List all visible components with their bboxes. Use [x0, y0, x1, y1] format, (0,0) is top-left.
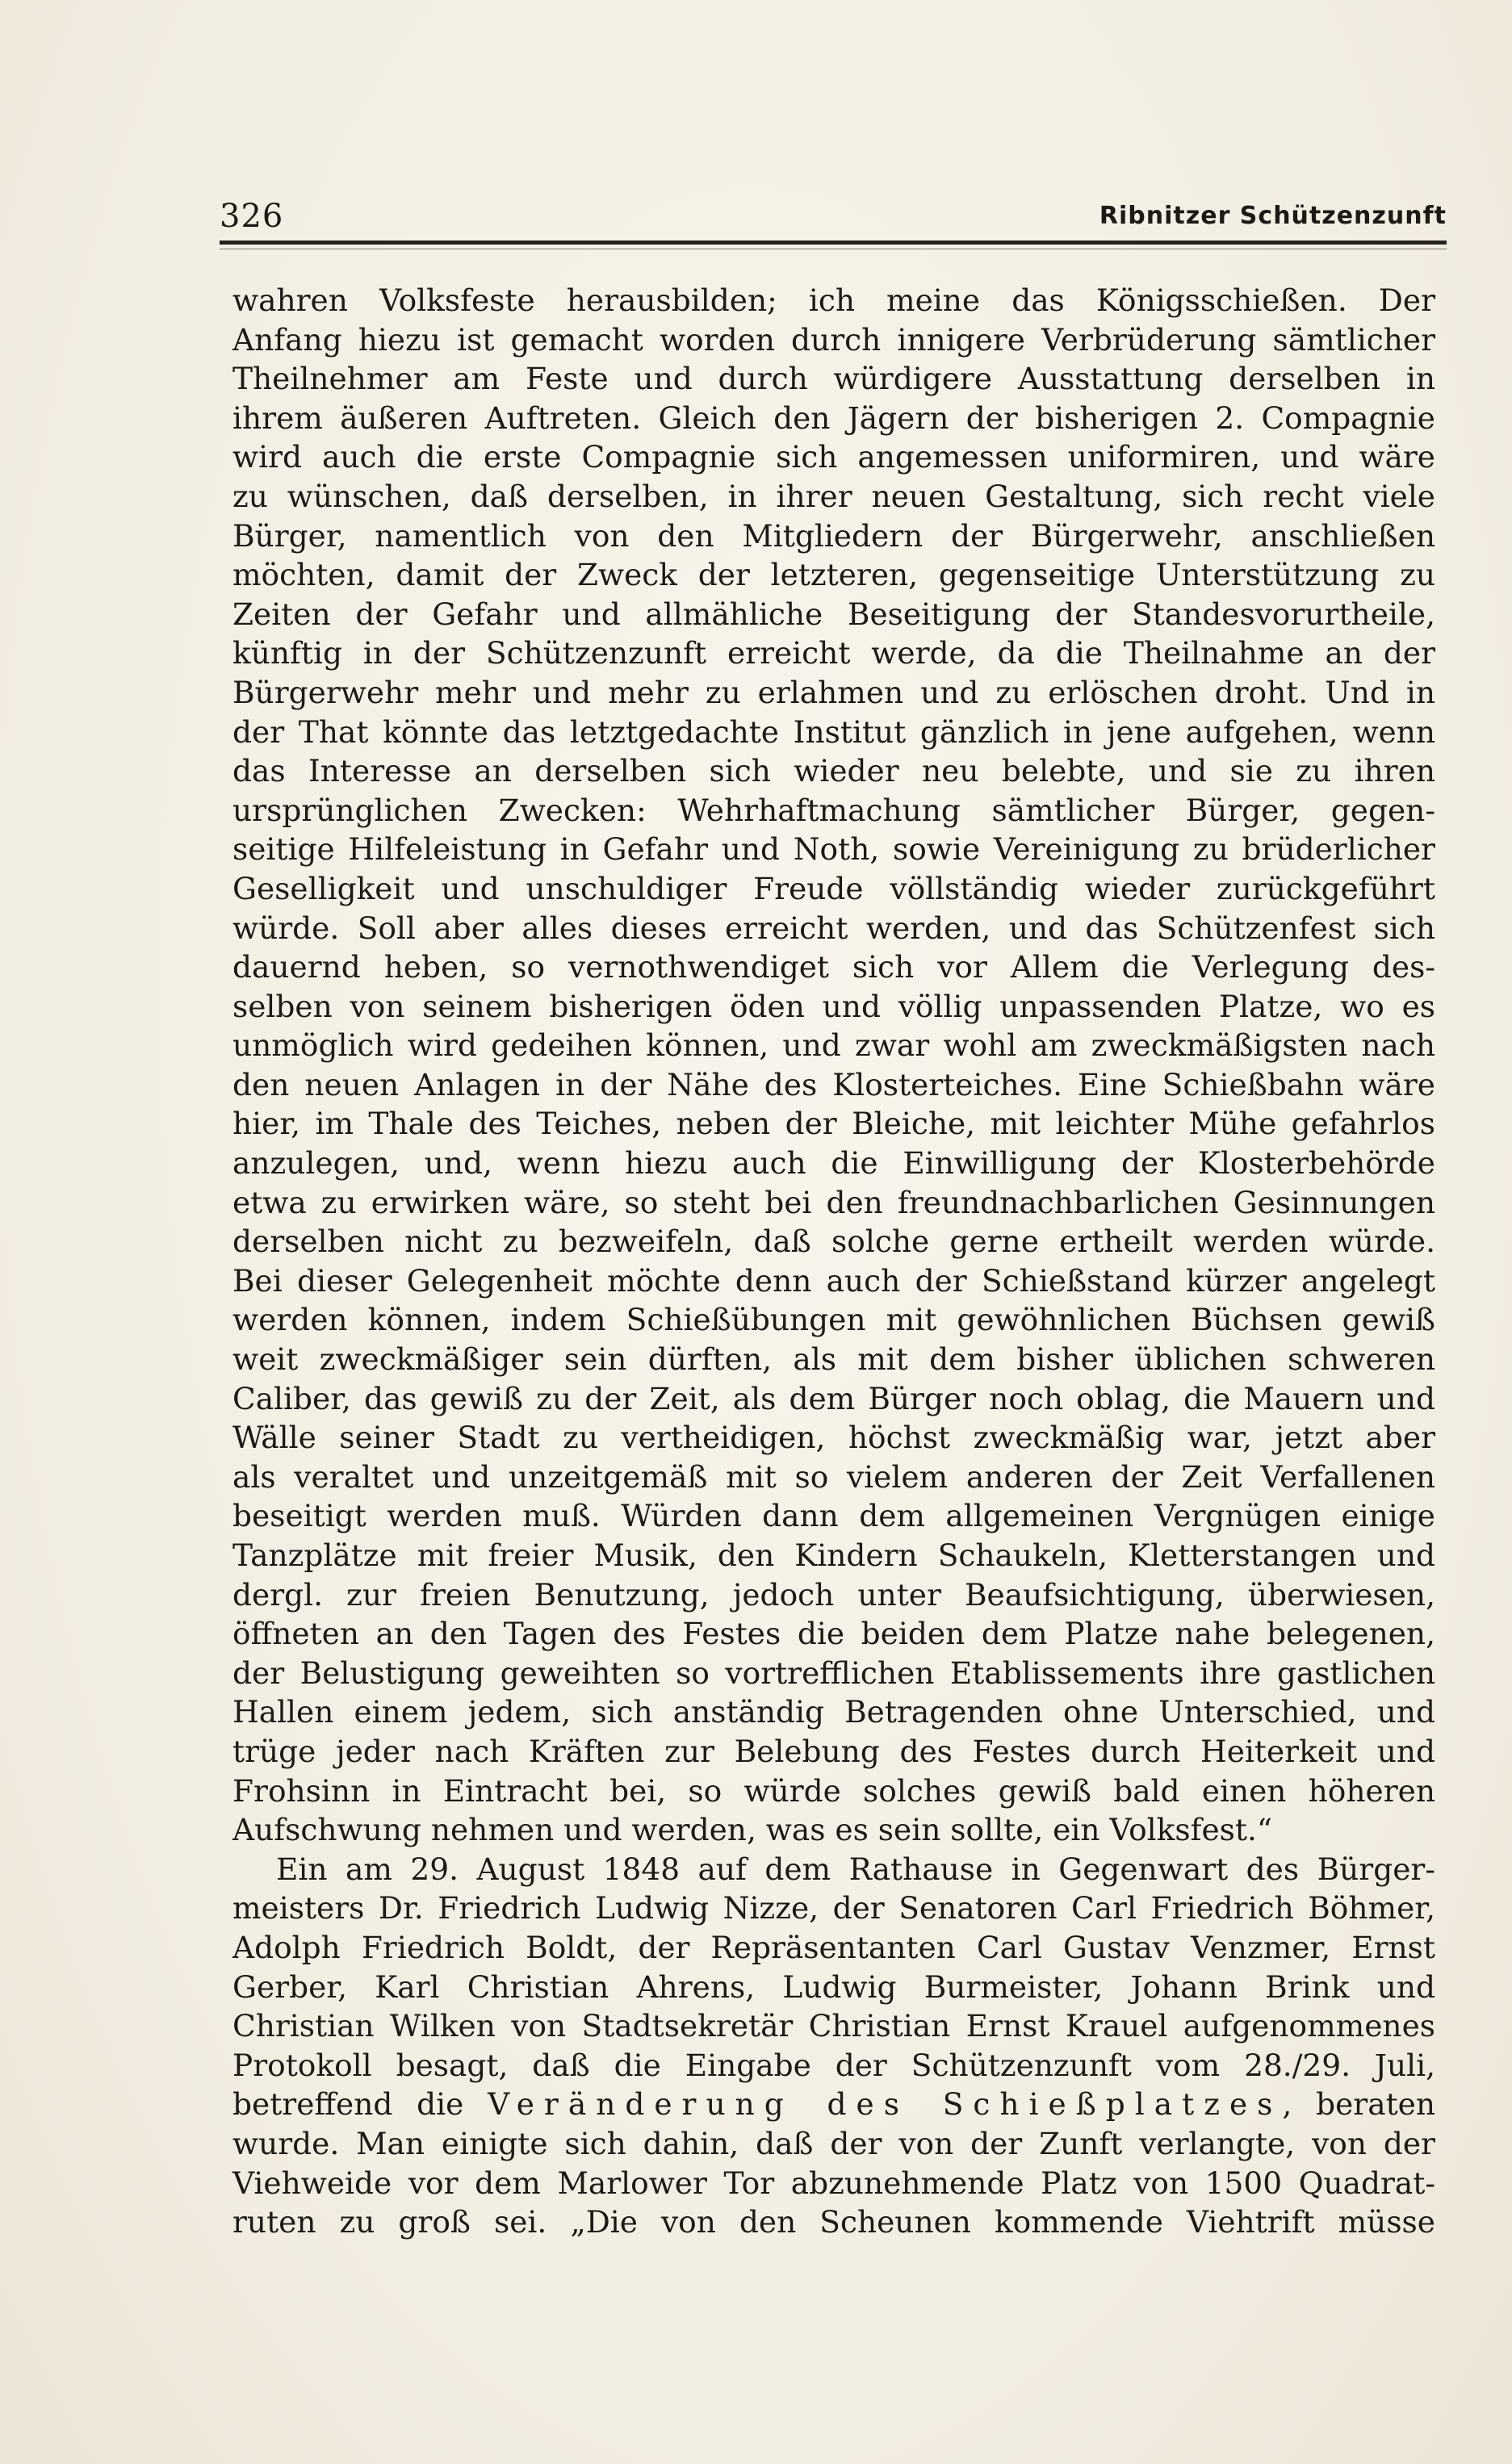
running-title: Ribnitzer Schützenzunft [1099, 202, 1447, 230]
text-line: das Interesse an derselben sich wieder neu belebte, und sie zu ihren [232, 753, 1435, 789]
text-line: derselben nicht zu bezweifeln, daß solche gerne ertheilt werden würde. [232, 1224, 1435, 1260]
text-line: meisters Dr. Friedrich Ludwig Nizze, der Senatoren Carl Friedrich Böhmer, [232, 1890, 1435, 1926]
emphasized-phrase: Veränderung des Schießplatzes [488, 2086, 1283, 2123]
text-line: anzulegen, und, wenn hiezu auch die Einwilligung der Klosterbehörde [232, 1145, 1435, 1182]
text-line: ihrem äußeren Auftreten. Gleich den Jägern der bisherigen 2. Compagnie [232, 400, 1435, 436]
text-line: würde. Soll aber alles dieses erreicht werden, und das Schützenfest sich [232, 910, 1435, 946]
text-line: öffneten an den Tagen des Festes die beiden dem Platze nahe belegenen, [232, 1616, 1435, 1652]
text-line: Bei dieser Gelegenheit möchte denn auch der Schießstand kürzer angelegt [232, 1262, 1435, 1299]
text-line: als veraltet und unzeitgemäß mit so vielem anderen der Zeit Verfallenen [232, 1458, 1435, 1495]
text-fragment: betreffend die [232, 2086, 464, 2123]
text-line: selben von seinem bisherigen öden und völlig unpassenden Platze, wo es [232, 988, 1435, 1024]
text-line: Bürgerwehr mehr und mehr zu erlahmen und zu erlöschen droht. Und in [232, 674, 1435, 710]
text-line: Geselligkeit und unschuldiger Freude völlständig wieder zurückgeführt [232, 870, 1435, 906]
text-line: Gerber, Karl Christian Ahrens, Ludwig Burmeister, Johann Brink und [232, 1968, 1435, 2005]
text-line: wird auch die erste Compagnie sich angemessen uniformiren, und wäre [232, 439, 1435, 475]
text-fragment: , beraten [1282, 2086, 1435, 2123]
text-line: werden können, indem Schießübungen mit gewöhnlichen Büchsen gewiß [232, 1302, 1435, 1338]
header-rule [220, 241, 1447, 245]
body-text [232, 281, 1435, 2242]
text-line: hier, im Thale des Teiches, neben der Bleiche, mit leichter Mühe gefahrlos [232, 1106, 1435, 1142]
text-line: der Belustigung geweihten so vortrefflichen Etablissements ihre gastlichen [232, 1655, 1435, 1691]
text-line: Zeiten der Gefahr und allmähliche Beseitigung der Standesvorurtheile, [232, 596, 1435, 632]
text-line: Theilnehmer am Feste und durch würdigere Ausstattung derselben in [232, 361, 1435, 397]
text-line: zu wünschen, daß derselben, in ihrer neuen Gestaltung, sich recht viele [232, 478, 1435, 514]
text-line: künftig in der Schützenzunft erreicht werde, da die Theilnahme an der [232, 635, 1435, 671]
text-line: der That könnte das letztgedachte Institut gänzlich in jene aufgehen, wenn [232, 713, 1435, 750]
page-header [220, 194, 1447, 239]
text-line: weit zweckmäßiger sein dürften, als mit dem bisher üblichen schweren [232, 1341, 1435, 1378]
text-line: Protokoll besagt, daß die Eingabe der Schützenzunft vom 28./29. Juli, [232, 2047, 1435, 2083]
text-line: Ein am 29. August 1848 auf dem Rathause in Gegenwart des Bürger- [276, 1851, 1435, 1887]
text-line: wahren Volksfeste herausbilden; ich meine das Königsschießen. Der [232, 282, 1435, 318]
text-line-spaced [232, 2085, 1435, 2124]
text-line: Tanzplätze mit freier Musik, den Kindern Schaukeln, Kletterstangen und [232, 1537, 1435, 1573]
text-line: unmöglich wird gedeihen können, und zwar wohl am zweckmäßigsten nach [232, 1027, 1435, 1064]
page-number: 326 [220, 198, 284, 235]
text-line: trüge jeder nach Kräften zur Belebung des Festes durch Heiterkeit und [232, 1733, 1435, 1769]
text-line: dauernd heben, so vernothwendiget sich vor Allem die Verlegung des- [232, 949, 1435, 985]
text-line: Christian Wilken von Stadtsekretär Christian Ernst Krauel aufgenommenes [232, 2008, 1435, 2044]
text-line: möchten, damit der Zweck der letzteren, gegenseitige Unterstützung zu [232, 557, 1435, 593]
text-line: Bürger, namentlich von den Mitgliedern der Bürgerwehr, anschließen [232, 517, 1435, 554]
text-line: Anfang hiezu ist gemacht worden durch innigere Verbrüderung sämtlicher [232, 321, 1435, 358]
text-line: ruten zu groß sei. „Die von den Scheunen kommende Viehtrift müsse [232, 2204, 1435, 2240]
text-line: den neuen Anlagen in der Nähe des Klosterteiches. Eine Schießbahn wäre [232, 1066, 1435, 1102]
text-line: ursprünglichen Zwecken: Wehrhaftmachung sämtlicher Bürger, gegen- [232, 792, 1435, 828]
text-line: Adolph Friedrich Boldt, der Repräsentanten Carl Gustav Venzmer, Ernst [232, 1929, 1435, 1965]
text-line: beseitigt werden muß. Würden dann dem allgemeinen Vergnügen einige [232, 1498, 1435, 1534]
text-line: Frohsinn in Eintracht bei, so würde solches gewiß bald einen höheren [232, 1772, 1435, 1809]
text-line: dergl. zur freien Benutzung, jedoch unter Beaufsichtigung, überwiesen, [232, 1576, 1435, 1613]
text-line: Viehweide vor dem Marlower Tor abzunehmende Platz von 1500 Quadrat- [232, 2165, 1435, 2201]
text-line: seitige Hilfeleistung in Gefahr und Noth, sowie Vereinigung zu brüderlicher [232, 831, 1435, 868]
text-line: Aufschwung nehmen und werden, was es sein sollte, ein Volksfest.“ [232, 1812, 1273, 1848]
text-line: Wälle seiner Stadt zu vertheidigen, höchst zweckmäßig war, jetzt aber [232, 1420, 1435, 1456]
text-line: Hallen einem jedem, sich anständig Betragenden ohne Unterschied, und [232, 1694, 1435, 1730]
text-line: wurde. Man einigte sich dahin, daß der von der Zunft verlangte, von der [232, 2125, 1435, 2161]
text-line: Caliber, das gewiß zu der Zeit, als dem Bürger noch oblag, die Mauern und [232, 1380, 1435, 1416]
text-line: etwa zu erwirken wäre, so steht bei den freundnachbarlichen Gesinnungen [232, 1184, 1435, 1220]
